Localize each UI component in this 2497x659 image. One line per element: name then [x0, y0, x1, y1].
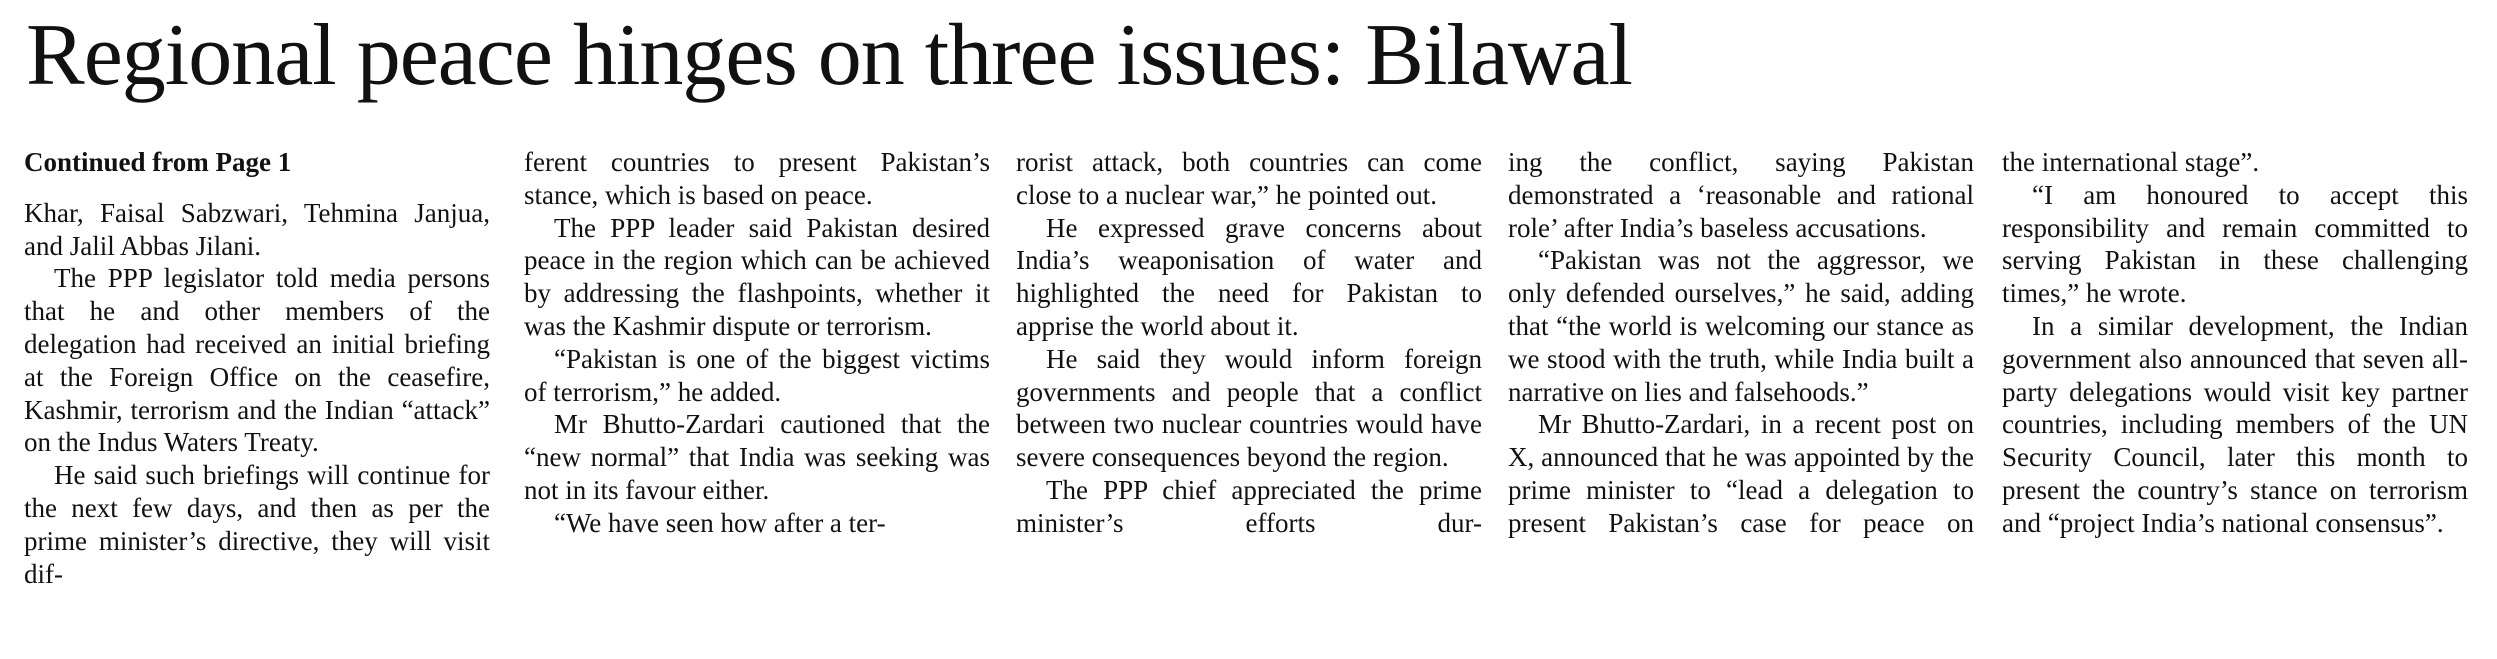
article-column-1 [24, 146, 490, 658]
paragraph: In a similar development, the Indian government also announced that seven all-party delegations would visit key partner countries, including members of the UN Security Council, later this month to present the country’s stance on terrorism and “project India’s national consensus”. [2002, 310, 2468, 538]
paragraph: “We have seen how after a ter- [554, 507, 886, 538]
paragraph: ferent countries to present Pakistan’s stance, which is based on peace. [524, 147, 990, 210]
paragraph: “I am honoured to accept this responsibility and remain committed to serving Pakistan in these challenging times,” he wrote. [2002, 179, 2468, 309]
paragraph: Mr Bhutto-Zardari, in a recent post on X, announced that he was appointed by the prime minister to “lead a delegation to present Pakistan’s case for peace on [1508, 409, 1974, 538]
paragraph: rorist attack, both countries can come close to a nuclear war,” he pointed out. [1016, 147, 1482, 210]
paragraph: The PPP chief appreciated the prime minister’s efforts dur- [1016, 474, 1482, 538]
paragraph: The PPP legislator told media persons that he and other members of the delegation had received an initial briefing at the Foreign Office on the ceasefire, Kashmir, terrorism and the Indian “attack” on the Indus Waters Treaty. [24, 263, 490, 458]
article-body [24, 146, 2474, 658]
paragraph: “Pakistan is one of the biggest victims of terrorism,” he added. [524, 343, 990, 407]
paragraph: Khar, Faisal Sabzwari, Tehmina Janjua, and Jalil Abbas Jilani. [24, 197, 490, 261]
article-column-5 [2002, 146, 2468, 658]
paragraph: the international stage”. [2002, 147, 2260, 177]
paragraph: Mr Bhutto-Zardari cautioned that the “new normal” that India was seeking was not in its favour either. [524, 409, 990, 505]
article-column-4 [1508, 146, 1974, 658]
paragraph: “Pakistan was not the aggressor, we only defended ourselves,” he said, adding that “the world is welcoming our stance as we stood with the truth, while India built a narrative on lies and falsehoods.” [1508, 245, 1974, 407]
article-column-3 [1016, 146, 1482, 658]
paragraph: He said such briefings will continue for the next few days, and then as per the prime minister’s directive, they will visit dif- [24, 460, 490, 589]
continued-from-label: Continued from Page 1 [24, 147, 292, 177]
paragraph: ing the conflict, saying Pakistan demonstrated a ‘reasonable and rational role’ after India’s baseless accusations. [1508, 147, 1974, 243]
article-column-2 [524, 146, 990, 658]
paragraph: He expressed grave concerns about India’s weaponisation of water and highlighted the need for Pakistan to apprise the world about it. [1016, 212, 1482, 341]
paragraph: The PPP leader said Pakistan desired peace in the region which can be achieved by addressing the flashpoints, whether it was the Kashmir dispute or terrorism. [524, 212, 990, 341]
article-headline: Regional peace hinges on three issues: Bilawal [26, 7, 1632, 104]
paragraph: He said they would inform foreign governments and people that a conflict between two nuclear countries would have severe consequences beyond the region. [1016, 343, 1482, 473]
